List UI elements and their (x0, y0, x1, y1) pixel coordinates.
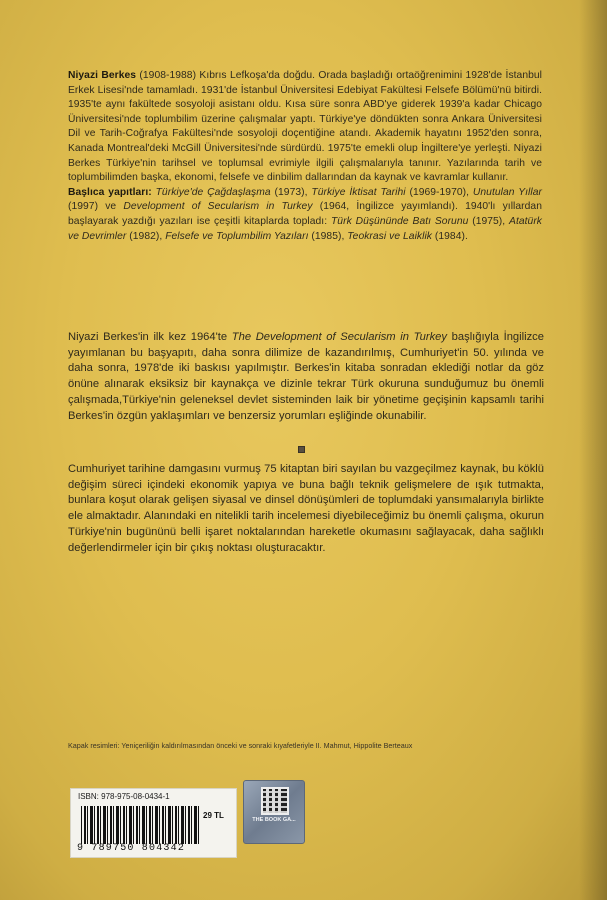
author-biography (68, 69, 542, 244)
works-title: Türk Düşününde Batı Sorunu (330, 215, 469, 227)
qr-sticker (243, 780, 305, 844)
works-text: (1973), (270, 186, 312, 198)
works-title: Teokrasi ve Laiklik (347, 230, 432, 242)
works-title: Development of Secularism in Turkey (123, 201, 313, 213)
isbn-number: ISBN: 978-975-08-0434-1 (78, 792, 170, 801)
paragraph1-title: The Development of Secularism in Turkey (231, 331, 447, 343)
works-text: (1985), (308, 230, 348, 242)
sticker-text: THE BOOK GA... (252, 817, 296, 823)
author-bio-text: (1908-1988) Kıbrıs Lefkoşa'da doğdu. Orada başladığı ortaöğrenimini 1928'de İstanbul Erkek Lisesi'nde tamamladı. 1931'de İstanbul Üniversitesi Edebiyat Fakültesi Felsefe Bölümü'nü bitirdi. 1935'te aynı fakültede sosyoloji asistanı oldu. Kısa süre sonra ABD'ye giderek 1939'a kadar Chicago Üniversitesi'nde toplumbilim üzerine çalışmalar yaptı. Türkiye'ye döndükten sonra Ankara Üniversitesi Dil ve Tarih-Coğrafya Fakültesi'nde sosyoloji doçentiğine atandı. Akademik hayatını 1952'den sonra, Kanada Montreal'deki McGill Üniversitesi'nde sürdürdü. 1975'te emekli olup İngiltere'ye yerleşti. Niyazi Berkes Türkiye'nin tarihsel ve toplumsal evrimiyle ilgili çalışmalarıyla tanınır. Yazılarında tarih ve toplumbilimden başka, ekonomi, felsefe ve dinbilim dallarından da kaynak ve kavramlar kullanır. (68, 70, 542, 184)
works-title: Atatürk ve Devrimler (68, 215, 543, 242)
works-text: (1964, İngilizce yayımlandı). 1940'lı yıllardan başlayarak yazdığı yazıları ise çeşitli kitaplarda topladı: (68, 201, 542, 227)
works-text: (1984). (431, 230, 468, 242)
barcode (81, 806, 199, 844)
major-works (68, 187, 542, 242)
works-title: Unutulan Yıllar (472, 186, 542, 198)
works-title: Felsefe ve Toplumbilim Yazıları (165, 230, 309, 242)
major-works-label: Başlıca yapıtları: (68, 186, 152, 198)
works-text: (1975), (468, 215, 510, 227)
paragraph1-text: başlığıyla İngilizce yayımlanan bu başyapıtı, daha sonra dilimize de kazandırılmış, Cumhuriyet'in 50. yılında ve daha sonra, 1978'de iki baskısı yapılmıştır. Berkes'in kitaba sonradan eklediği notlar da göz önüne alınarak eksiksiz bir kaynakça ve dizinle tekrar Türk okuruna sunduğumuz bu önemli çalışmada,Türkiye'nin geleneksel devlet sisteminden laik bir yönetime geçişinin kapsamlı tarihi Berkes'in özgün yaklaşımları ve benzersiz yorumları eşliğinde okunabilir. (68, 331, 545, 422)
works-text: (1982), (126, 230, 166, 242)
description-paragraph-1 (68, 330, 544, 424)
works-title: Türkiye'de Çağdaşlaşma (155, 186, 271, 198)
ornament-square (298, 446, 305, 453)
cover-image-credit: Kapak resimleri: Yeniçeriliğin kaldırılmasından önceki ve sonraki kıyafetleriyle II. Mahmut, Hippolite Berteaux (68, 741, 413, 750)
price-label: 29 TL (203, 811, 224, 820)
works-text: (1997) ve (68, 201, 124, 213)
works-title: Türkiye İktisat Tarihi (311, 186, 406, 198)
isbn-barcode-label (70, 788, 237, 858)
author-name: Niyazi Berkes (68, 70, 137, 81)
works-text: (1969-1970), (405, 186, 473, 198)
paragraph1-text: Niyazi Berkes'in ilk kez 1964'te (68, 331, 232, 343)
barcode-digits: 9 789750 804342 (77, 843, 186, 854)
qr-code-icon (261, 787, 289, 815)
description-paragraph-2: Cumhuriyet tarihine damgasını vurmuş 75 kitaptan biri sayılan bu vazgeçilmez kaynak, bu köklü değişim süreci içindeki ekonomik yapıya ve buna bağlı teknik gelişmelere de ışık tutmakta, bunlara koşut olarak gelişen siyasal ve dinsel dönüşümleri de toplumdaki yansımalarıyla birlikte ele almaktadır. Alanındaki en nitelikli tarih incelemesi diyebileceğimiz bu önemli çalışma, okurun Türkiye'nin bugününü belli işaret noktalarından hareketle okumasını sağlayacak, daha sağlıklı değerlendirmeler için bir çıkış noktası oluşturacaktır. (68, 463, 544, 554)
